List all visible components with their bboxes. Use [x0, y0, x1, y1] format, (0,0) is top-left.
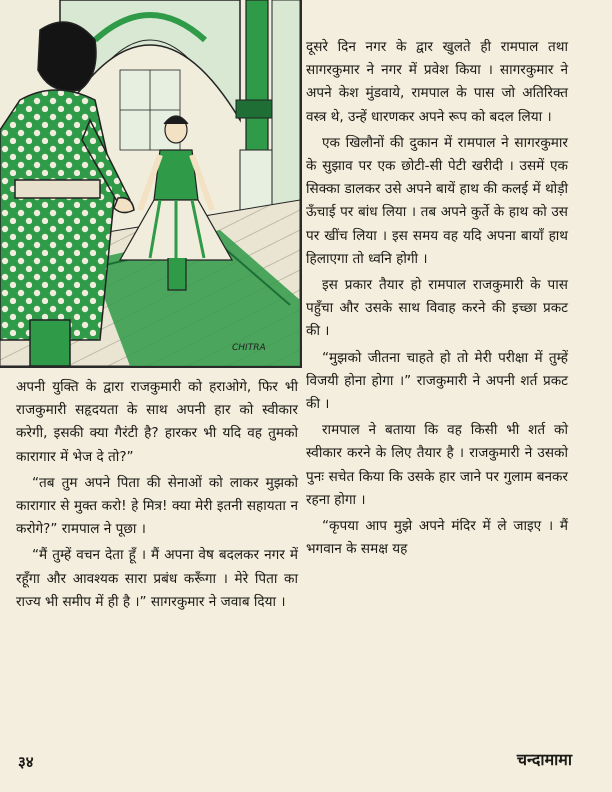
- paragraph: दूसरे दिन नगर के द्वार खुलते ही रामपाल तथा सागरकुमार ने नगर में प्रवेश किया । सागरकुमार ने अपने केश मुंडवाये, रामपाल के पास जो अतिरिक्त वस्त्र थे, उन्हें धारणकर अपने रूप को बदल लिया ।: [306, 39, 568, 125]
- paragraph: एक खिलौनों की दुकान में रामपाल ने सागरकुमार के सुझाव पर एक छोटी-सी पेटी खरीदी । उसमें एक सिक्का डालकर उसे अपने बायें हाथ की कलई में थोड़ी ऊँचाई पर बांध लिया । तब अपने कुर्ते के हाथ को उस पर खींच लिया । इस समय वह यदि अपना बायाँ हाथ हिलाएगा तो ध्वनि होगी ।: [306, 134, 568, 267]
- left-text-column: [16, 376, 298, 617]
- paragraph: “तब तुम अपने पिता की सेनाओं को लाकर मुझको कारागार से मुक्त करो! हे मित्र! क्या मेरी इतनी सहायता न करोगे?” रामपाल ने पूछा ।: [16, 474, 298, 538]
- magazine-name: चन्दामामा: [516, 750, 572, 769]
- paragraph: इस प्रकार तैयार हो रामपाल राजकुमारी के पास पहुँचा और उसके साथ विवाह करने की इच्छा प्रकट की ।: [306, 277, 568, 340]
- page-number: ३४: [18, 753, 34, 771]
- paragraph: अपनी युक्ति के द्वारा राजकुमारी को हराओगे, फिर भी राजकुमारी सहृदयता के साथ अपनी हार को स्वीकार करेगी, इसकी क्या गैरंटी है? हारकर भी यदि वह तुमको कारागार में भेज दे तो?”: [16, 379, 298, 465]
- paragraph: “मैं तुम्हें वचन देता हूँ । मैं अपना वेष बदलकर नगर में रहूँगा और आवश्यक सारा प्रबंध करूँगा । मेरे पिता का राज्य भी समीप में ही है ।” सागरकुमार ने जवाब दिया ।: [16, 547, 298, 610]
- paragraph: “कृपया आप मुझे अपने मंदिर में ले जाइए । मैं भगवान के समक्ष यह: [306, 518, 568, 558]
- paragraph: “मुझको जीतना चाहते हो तो मेरी परीक्षा में तुम्हें विजयी होना होगा ।” राजकुमारी ने अपनी शर्त प्रकट की ।: [306, 349, 568, 413]
- artist-signature: CHITRA: [232, 343, 266, 353]
- illustration-artwork: [0, 0, 300, 366]
- paragraph: रामपाल ने बताया कि वह किसी भी शर्त को स्वीकार करने के लिए तैयार है । राजकुमारी ने उसको पुनः सचेत किया कि उसके हार जाने पर गुलाम बनकर रहना होगा ।: [306, 422, 568, 508]
- right-text-column: [306, 36, 568, 564]
- story-illustration: [0, 0, 302, 368]
